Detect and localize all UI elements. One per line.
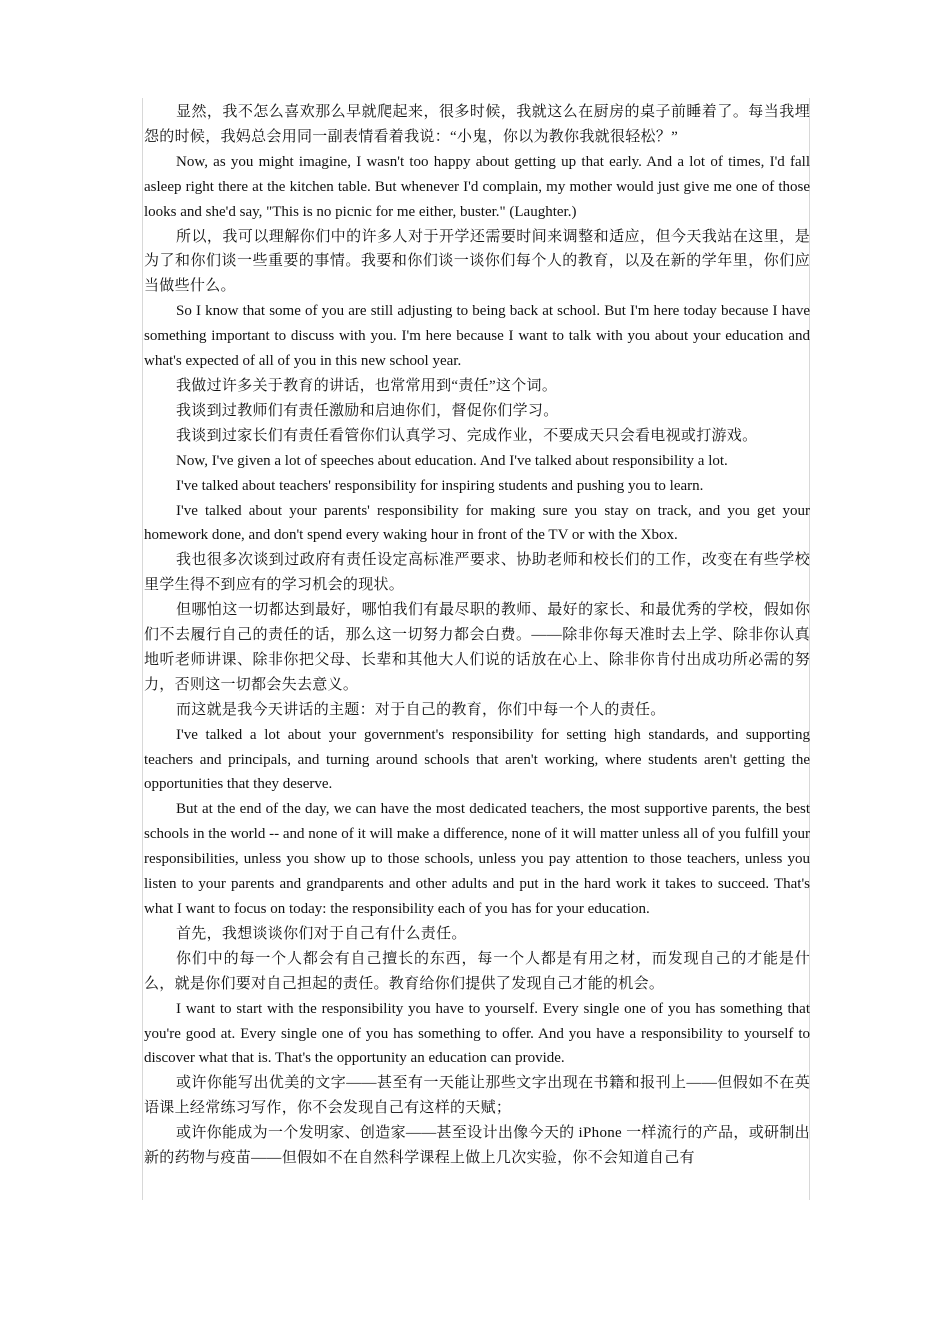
paragraph-en: I've talked a lot about your government's responsibility for setting high standards, and supporting teachers and principals, and turning around schools that aren't working, where students aren't getting the opportunities that they deserve. bbox=[144, 726, 810, 793]
paragraph-cn: 而这就是我今天讲话的主题：对于自己的教育，你们中每一个人的责任。 bbox=[176, 701, 666, 718]
paragraph-cn: 我谈到过家长们有责任看管你们认真学习、完成作业，不要成天只会看电视或打游戏。 bbox=[176, 427, 758, 444]
paragraph-en: I've talked about teachers' responsibility for inspiring students and pushing you to learn. bbox=[176, 477, 704, 494]
paragraph-cn: 我谈到过教师们有责任激励和启迪你们，督促你们学习。 bbox=[176, 402, 559, 419]
paragraph-en: Now, I've given a lot of speeches about education. And I've talked about responsibility a lot. bbox=[176, 452, 728, 469]
paragraph-en: So I know that some of you are still adjusting to being back at school. But I'm here today because I have something important to discuss with you. I'm here because I want to talk with you about your education and what's expected of all of you in this new school year. bbox=[144, 303, 810, 370]
paragraph-en: I've talked about your parents' responsibility for making sure you stay on track, and you get your homework done, and don't spend every waking hour in front of the TV or with the Xbox. bbox=[144, 502, 810, 544]
paragraph-en: I want to start with the responsibility you have to yourself. Every single one of you has something that you're good at. Every single one of you has something to offer. And you have a responsibility to yourself to discover what that is. That's the opportunity an education can provide. bbox=[144, 1000, 810, 1067]
paragraph-cn: 但哪怕这一切都达到最好，哪怕我们有最尽职的教师、最好的家长、和最优秀的学校，假如你们不去履行自己的责任的话，那么这一切努力都会白费。——除非你每天准时去上学、除非你认真地听老师讲课、除非你把父母、长辈和其他大人们说的话放在心上、除非你肯付出成功所必需的努力，否则这一切都会失去意义。 bbox=[144, 602, 810, 693]
paragraph-cn: 或许你能成为一个发明家、创造家——甚至设计出像今天的 iPhone 一样流行的产品，或研制出新的药物与疫苗——但假如不在自然科学课程上做上几次实验，你不会知道自己有 bbox=[144, 1125, 810, 1167]
paragraph-cn: 显然，我不怎么喜欢那么早就爬起来，很多时候，我就这么在厨房的桌子前睡着了。每当我埋怨的时候，我妈总会用同一副表情看着我说：“小鬼，你以为教你我就很轻松？” bbox=[144, 104, 810, 145]
paragraph-en: But at the end of the day, we can have the most dedicated teachers, the most supportive parents, the best schools in the world -- and none of it will make a difference, none of it will matter unless all of you fulfill your responsibilities, unless you show up to those schools, unless you pay attention to those teachers, unless you listen to your parents and grandparents and other adults and put in the hard work it takes to succeed. That's what I want to focus on today: the responsibility each of you has for your education. bbox=[144, 801, 810, 917]
paragraph-en: Now, as you might imagine, I wasn't too happy about getting up that early. And a lot of times, I'd fall asleep right there at the kitchen table. But whenever I'd complain, my mother would just give me one of those looks and she'd say, "This is no picnic for me either, buster." (Laughter.) bbox=[144, 153, 810, 220]
document-body bbox=[144, 100, 810, 1171]
paragraph-cn: 我做过许多关于教育的讲话，也常常用到“责任”这个词。 bbox=[176, 377, 558, 394]
paragraph-cn: 或许你能写出优美的文字——甚至有一天能让那些文字出现在书籍和报刊上——但假如不在英语课上经常练习写作，你不会发现自己有这样的天赋； bbox=[144, 1075, 810, 1117]
paragraph-cn: 我也很多次谈到过政府有责任设定高标准严要求、协助老师和校长们的工作，改变在有些学校里学生得不到应有的学习机会的现状。 bbox=[144, 552, 810, 594]
paragraph-cn: 你们中的每一个人都会有自己擅长的东西，每一个人都是有用之材，而发现自己的才能是什么，就是你们要对自己担起的责任。教育给你们提供了发现自己才能的机会。 bbox=[144, 950, 810, 992]
paragraph-cn: 首先，我想谈谈你们对于自己有什么责任。 bbox=[176, 925, 467, 942]
paragraph-cn: 所以，我可以理解你们中的许多人对于开学还需要时间来调整和适应，但今天我站在这里，是为了和你们谈一些重要的事情。我要和你们谈一谈你们每个人的教育，以及在新的学年里，你们应当做些什么。 bbox=[144, 228, 810, 295]
